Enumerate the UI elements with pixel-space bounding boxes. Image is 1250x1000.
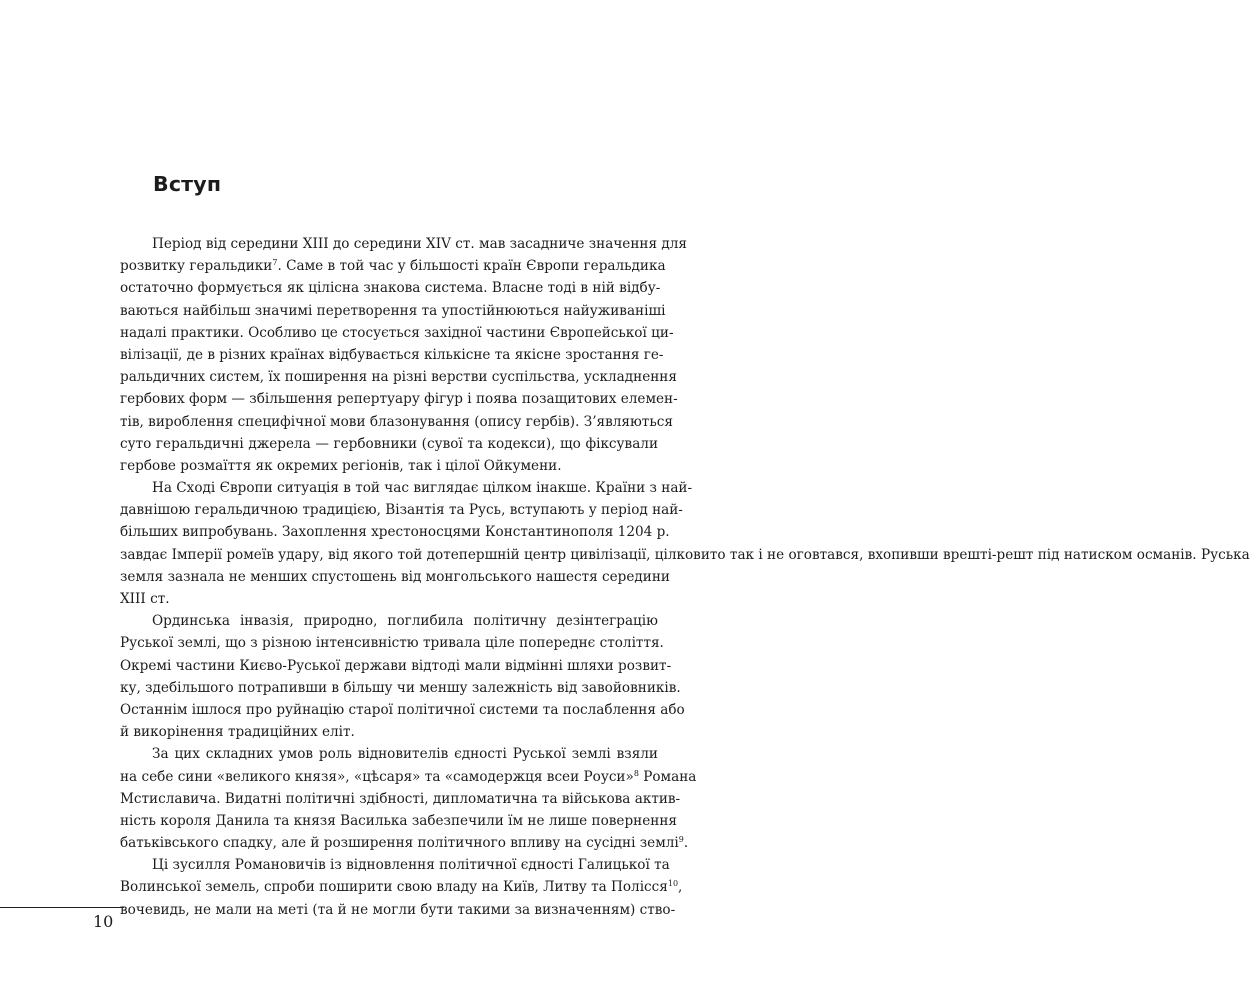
text-line-content: тів, вироблення специфічної мови блазонування (опису гербів). З’являються	[120, 413, 673, 430]
text-line	[120, 743, 658, 765]
text-line-content: ,	[678, 879, 683, 896]
text-line	[120, 677, 681, 699]
text-line	[120, 322, 674, 344]
text-line	[120, 344, 664, 366]
text-line-content: гербове розмаїття як окремих регіонів, так і цілої Ойкумени.	[120, 457, 562, 474]
text-line-content: гербових форм — збільшення репертуару фігур і поява позащитових елемен-	[120, 391, 678, 408]
text-line	[120, 277, 661, 299]
text-line	[120, 699, 685, 721]
text-line	[120, 566, 670, 588]
text-line	[120, 854, 670, 876]
page-number: 10	[93, 912, 114, 931]
text-line	[120, 632, 664, 654]
text-line	[120, 655, 672, 677]
text-line	[120, 388, 678, 410]
text-line-content: Руської землі, що з різною інтенсивністю тривала ціле попереднє століття.	[120, 635, 664, 652]
text-line-content: завдає Імперії ромеїв удару, від якого той дотепершній центр цивілізації, цілковито так і не оговтався, вхопивши врешті-решт під натиском османів. Руська	[120, 546, 1250, 563]
text-line	[120, 255, 666, 277]
text-line-content: .	[683, 835, 689, 852]
text-line	[120, 300, 666, 322]
text-line-content: Ці зусилля Романовичів із відновлення політичної єдності Галицької та	[152, 857, 670, 874]
footnote-ref: 10	[667, 879, 679, 889]
text-line	[120, 499, 683, 521]
text-line-content: Ординська інвазія, природно, поглибила політичну дезінтеграцію	[152, 613, 658, 630]
text-line	[120, 810, 677, 832]
footnote-ref: 9	[678, 835, 684, 845]
text-line-content: ність короля Данила та князя Василька забезпечили їм не лише повернення	[120, 812, 677, 829]
body-text	[120, 233, 1250, 921]
section-heading: Вступ	[153, 172, 222, 196]
text-line-content: За цих складних умов роль відновителів єдності Руської землі взяли	[152, 746, 658, 763]
text-line	[120, 233, 687, 255]
text-line	[120, 876, 683, 898]
text-line-content: Окремі частини Києво-Руської держави відтоді мали відмінні шляхи розвит-	[120, 657, 672, 674]
text-line-content: й викорінення традиційних еліт.	[120, 724, 355, 741]
text-line-content: розвитку геральдики	[120, 258, 273, 275]
text-line	[120, 455, 658, 477]
text-line-content: XIII ст.	[120, 591, 170, 607]
text-line-content: Останнім ішлося про руйнацію старої політичної системи та послаблення або	[120, 701, 685, 718]
text-line	[120, 721, 658, 743]
text-line-content: суто геральдичні джерела — гербовники (сувої та кодекси), що фіксували	[120, 435, 658, 452]
text-line	[120, 433, 658, 455]
text-line	[120, 832, 689, 854]
text-line-content: надалі практики. Особливо це стосується західної частини Європейської ци-	[120, 324, 674, 341]
text-line-content: батьківського спадку, але й розширення політичного впливу на сусідні землі	[120, 835, 679, 852]
text-line-content: Мстиславича. Видатні політичні здібності, дипломатична та військова актив-	[120, 790, 681, 807]
text-line-content: ку, здебільшого потрапивши в більшу чи меншу залежність від завойовників.	[120, 679, 681, 696]
text-line-content: Романа	[638, 768, 697, 785]
text-line-content: . Саме в той час у більшості країн Європи геральдика	[277, 258, 666, 275]
text-line-content: вілізації, де в різних країнах відбувається кількісне та якісне зростання ге-	[120, 346, 664, 363]
text-line	[120, 544, 1250, 566]
text-line	[120, 521, 670, 543]
footnote-ref: 8	[633, 768, 639, 778]
text-line	[120, 588, 658, 610]
text-line-content: На Сході Європи ситуація в той час виглядає цілком інакше. Країни з най-	[152, 480, 693, 497]
text-line	[120, 477, 693, 499]
text-line-content: земля зазнала не менших спустошень від монгольського нашестя середини	[120, 568, 670, 585]
text-line-content: ваються найбільш значимі перетворення та упостійнюються найуживаніші	[120, 302, 666, 319]
text-line-content: остаточно формується як цілісна знакова система. Власне тоді в ній відбу-	[120, 280, 661, 297]
text-line-content: більших випробувань. Захоплення хрестоносцями Константинополя 1204 р.	[120, 524, 670, 541]
text-line-content: Волинської земель, спроби поширити свою владу на Київ, Литву та Полісся	[120, 879, 668, 896]
footnote-ref: 7	[272, 258, 278, 268]
text-line	[120, 766, 697, 788]
text-line	[120, 788, 681, 810]
text-line-content: ральдичних систем, їх поширення на різні верстви суспільства, ускладнення	[120, 369, 677, 386]
text-line	[120, 411, 673, 433]
text-line-content: давнішою геральдичною традицією, Візантія та Русь, вступають у період най-	[120, 502, 683, 519]
text-line-content: Період від середини XIII до середини XIV ст. мав засадниче значення для	[152, 236, 687, 252]
text-line-content: вочевидь, не мали на меті (та й не могли бути такими за визначенням) ство-	[120, 901, 676, 918]
text-line-content: на себе сини «великого князя», «цѣсаря» та «самодержця всеи Роуси»	[120, 768, 634, 785]
footer-rule	[0, 907, 124, 908]
text-line	[120, 610, 658, 632]
text-line	[120, 366, 677, 388]
text-line	[120, 899, 676, 921]
